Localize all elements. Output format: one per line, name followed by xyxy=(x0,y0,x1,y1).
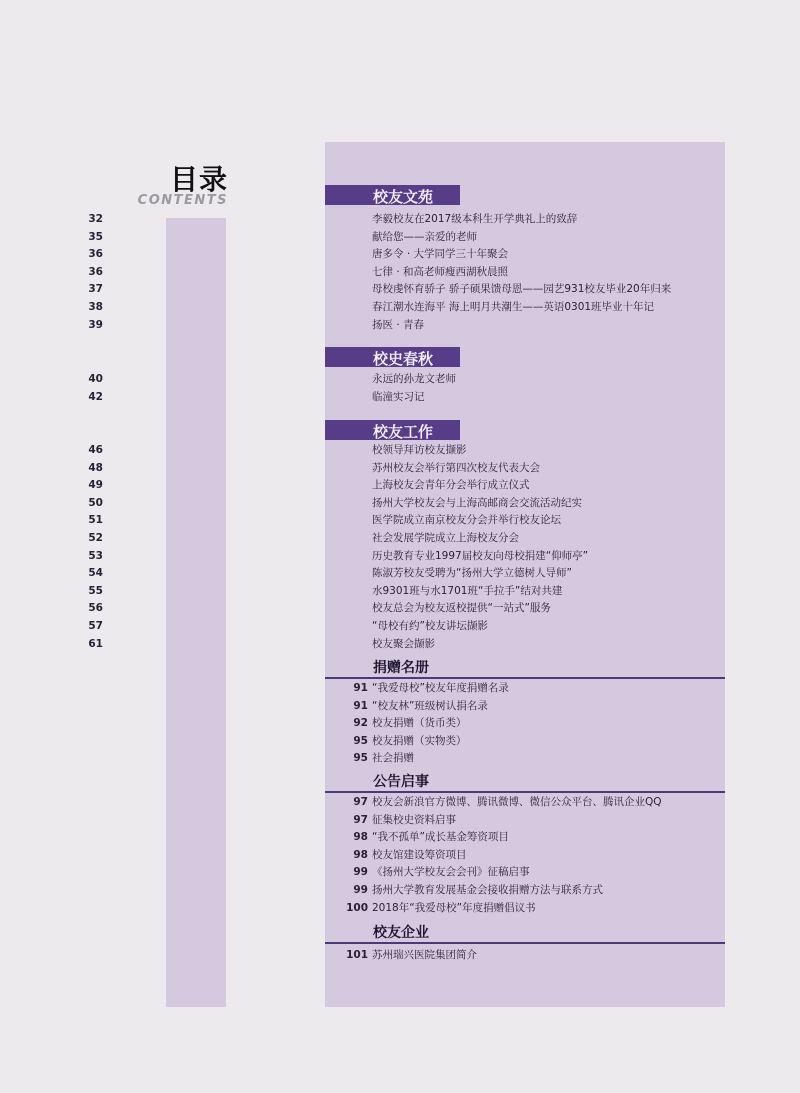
toc-entry[interactable] xyxy=(325,847,725,865)
page-number: 49 xyxy=(88,479,103,492)
entry-title: 献给您——亲爱的老师 xyxy=(372,230,477,243)
section-items xyxy=(325,947,725,965)
toc-entry[interactable] xyxy=(325,715,725,733)
entry-title: 苏州校友会举行第四次校友代表大会 xyxy=(372,461,540,474)
toc-entry[interactable] xyxy=(88,495,582,513)
section-xiaoyou-gongzuo xyxy=(88,420,589,653)
page-number: 50 xyxy=(88,496,103,509)
page-number: 98 xyxy=(353,831,368,844)
entry-title: 《扬州大学校友会会刊》征稿启事 xyxy=(372,866,530,879)
entry-title: 医学院成立南京校友分会并举行校友论坛 xyxy=(372,514,561,527)
page-number: 95 xyxy=(353,752,368,765)
page-subtitle: CONTENTS xyxy=(137,193,228,208)
toc-entry[interactable] xyxy=(88,246,509,264)
page-number: 57 xyxy=(88,619,103,632)
toc-entry[interactable] xyxy=(88,583,563,601)
entry-title: 扬州大学教育发展基金会接收捐赠方法与联系方式 xyxy=(372,883,603,896)
toc-entry[interactable] xyxy=(88,477,530,495)
section-title: 校友文苑 xyxy=(373,188,434,206)
toc-entry[interactable] xyxy=(88,264,509,282)
section-items xyxy=(88,442,589,653)
page-title: 目录 xyxy=(169,163,228,196)
page-number: 37 xyxy=(88,283,103,296)
section-header xyxy=(325,922,725,944)
toc-entry[interactable] xyxy=(88,211,578,229)
section-gonggao-qishi xyxy=(325,771,725,917)
toc-entry[interactable] xyxy=(88,389,460,407)
toc-entry[interactable] xyxy=(88,530,519,548)
section-items xyxy=(325,794,725,917)
toc-entry[interactable] xyxy=(325,882,725,900)
page-number: 46 xyxy=(88,444,103,456)
toc-entry[interactable] xyxy=(88,299,655,317)
entry-title: 母校虔怀育骄子 骄子硕果馈母恩——园艺931校友毕业20年归来 xyxy=(372,283,672,296)
entry-title: “我爱母校”校友年度捐赠名录 xyxy=(372,682,509,694)
entry-title: 上海校友会青年分会举行成立仪式 xyxy=(372,479,530,492)
page-number: 97 xyxy=(353,796,368,808)
section-items xyxy=(325,680,725,768)
section-xiaoshi-chunqiu xyxy=(88,347,460,406)
section-header xyxy=(325,185,460,205)
toc-entry[interactable] xyxy=(88,229,477,247)
toc-entry[interactable] xyxy=(325,812,725,830)
entry-title: “校友林”班级树认捐名录 xyxy=(372,699,488,712)
decorative-left-bar xyxy=(166,218,226,1007)
entry-title: 陈淑芳校友受聘为“扬州大学立德树人导师” xyxy=(372,567,572,580)
section-header xyxy=(325,347,460,367)
toc-entry[interactable] xyxy=(88,548,589,566)
page-number: 54 xyxy=(88,567,103,580)
entry-title: 校友聚会撷影 xyxy=(372,637,435,650)
entry-title: 七律 · 和高老师瘦西湖秋晨照 xyxy=(372,265,509,278)
page-number: 38 xyxy=(88,300,103,313)
toc-entry[interactable] xyxy=(88,618,488,636)
page-number: 39 xyxy=(88,318,103,331)
page-number: 91 xyxy=(353,682,368,694)
section-items xyxy=(88,371,460,406)
section-header xyxy=(325,420,460,440)
page-number: 99 xyxy=(353,883,368,896)
toc-entry[interactable] xyxy=(88,565,572,583)
toc-entry[interactable] xyxy=(325,750,725,768)
page-number: 100 xyxy=(346,901,368,914)
entry-title: 校友馆建设筹资项目 xyxy=(372,848,467,861)
page-number: 92 xyxy=(353,717,368,730)
entry-title: 校友总会为校友返校提供“一站式”服务 xyxy=(372,602,551,615)
page-number: 52 xyxy=(88,531,103,544)
entry-title: 征集校史资料启事 xyxy=(372,813,456,826)
page-number: 40 xyxy=(88,373,103,385)
toc-entry[interactable] xyxy=(88,317,460,335)
entry-title: 唐多令 · 大学同学三十年聚会 xyxy=(372,248,509,261)
page-number: 95 xyxy=(353,734,368,747)
page-number: 48 xyxy=(88,461,103,474)
toc-entry[interactable] xyxy=(325,794,725,812)
entry-title: 李毅校友在2017级本科生开学典礼上的致辞 xyxy=(372,213,578,225)
section-header xyxy=(325,657,725,679)
entry-title: 校友捐赠（货币类） xyxy=(372,717,467,730)
page-number: 53 xyxy=(88,549,103,562)
section-title: 捐赠名册 xyxy=(373,660,429,676)
entry-title: 临潼实习记 xyxy=(372,390,425,403)
toc-entry[interactable] xyxy=(88,636,460,654)
section-title: 校友工作 xyxy=(373,423,434,441)
section-juanzeng-mingce xyxy=(325,657,725,768)
toc-entry[interactable] xyxy=(325,680,725,698)
entry-title: 水9301班与水1701班“手拉手”结对共建 xyxy=(372,584,563,597)
page-number: 32 xyxy=(88,213,103,225)
toc-entry[interactable] xyxy=(88,512,561,530)
toc-entry[interactable] xyxy=(325,900,725,918)
entry-title: “母校有约”校友讲坛撷影 xyxy=(372,619,488,632)
page-number: 51 xyxy=(88,514,103,527)
section-title: 校史春秋 xyxy=(373,350,434,368)
entry-title: 扬州大学校友会与上海高邮商会交流活动纪实 xyxy=(372,496,582,509)
page-number: 91 xyxy=(353,699,368,712)
section-header xyxy=(325,771,725,793)
toc-entry[interactable] xyxy=(325,733,725,751)
entry-title: 2018年“我爱母校”年度捐赠倡议书 xyxy=(372,901,536,914)
toc-entry[interactable] xyxy=(325,698,725,716)
section-title: 公告启事 xyxy=(373,774,429,790)
entry-title: 校友捐赠（实物类） xyxy=(372,734,467,747)
entry-title: 历史教育专业1997届校友向母校捐建“仰师亭” xyxy=(372,549,589,562)
section-items xyxy=(88,211,672,334)
entry-title: “我不孤单”成长基金筹资项目 xyxy=(372,831,509,844)
entry-title: 苏州瑞兴医院集团简介 xyxy=(372,949,477,961)
entry-title: 校领导拜访校友撷影 xyxy=(372,444,467,456)
toc-entry[interactable] xyxy=(88,281,672,299)
entry-title: 扬医 · 青春 xyxy=(372,318,425,331)
entry-title: 社会发展学院成立上海校友分会 xyxy=(372,531,519,544)
toc-entry[interactable] xyxy=(325,829,725,847)
toc-entry[interactable] xyxy=(88,600,551,618)
page-number: 101 xyxy=(346,949,368,961)
page-number: 35 xyxy=(88,230,103,243)
page-number: 55 xyxy=(88,584,103,597)
toc-entry[interactable] xyxy=(88,371,460,389)
entry-title: 永远的孙龙文老师 xyxy=(372,373,456,385)
toc-entry[interactable] xyxy=(88,460,540,478)
section-title: 校友企业 xyxy=(373,925,429,941)
toc-entry[interactable] xyxy=(325,947,725,965)
page-number: 56 xyxy=(88,602,103,615)
page-number: 61 xyxy=(88,637,103,650)
section-xiaoyou-qiye xyxy=(325,922,725,965)
entry-title: 春江潮水连海平 海上明月共潮生——英语0301班毕业十年记 xyxy=(372,300,655,313)
toc-entry[interactable] xyxy=(325,864,725,882)
entry-title: 社会捐赠 xyxy=(372,752,414,765)
page-number: 99 xyxy=(353,866,368,879)
page-number: 42 xyxy=(88,390,103,403)
page-number: 36 xyxy=(88,248,103,261)
page-number: 98 xyxy=(353,848,368,861)
page-number: 36 xyxy=(88,265,103,278)
toc-entry[interactable] xyxy=(88,442,467,460)
entry-title: 校友会新浪官方微博、腾讯微博、微信公众平台、腾讯企业QQ xyxy=(372,796,662,808)
page-number: 97 xyxy=(353,813,368,826)
